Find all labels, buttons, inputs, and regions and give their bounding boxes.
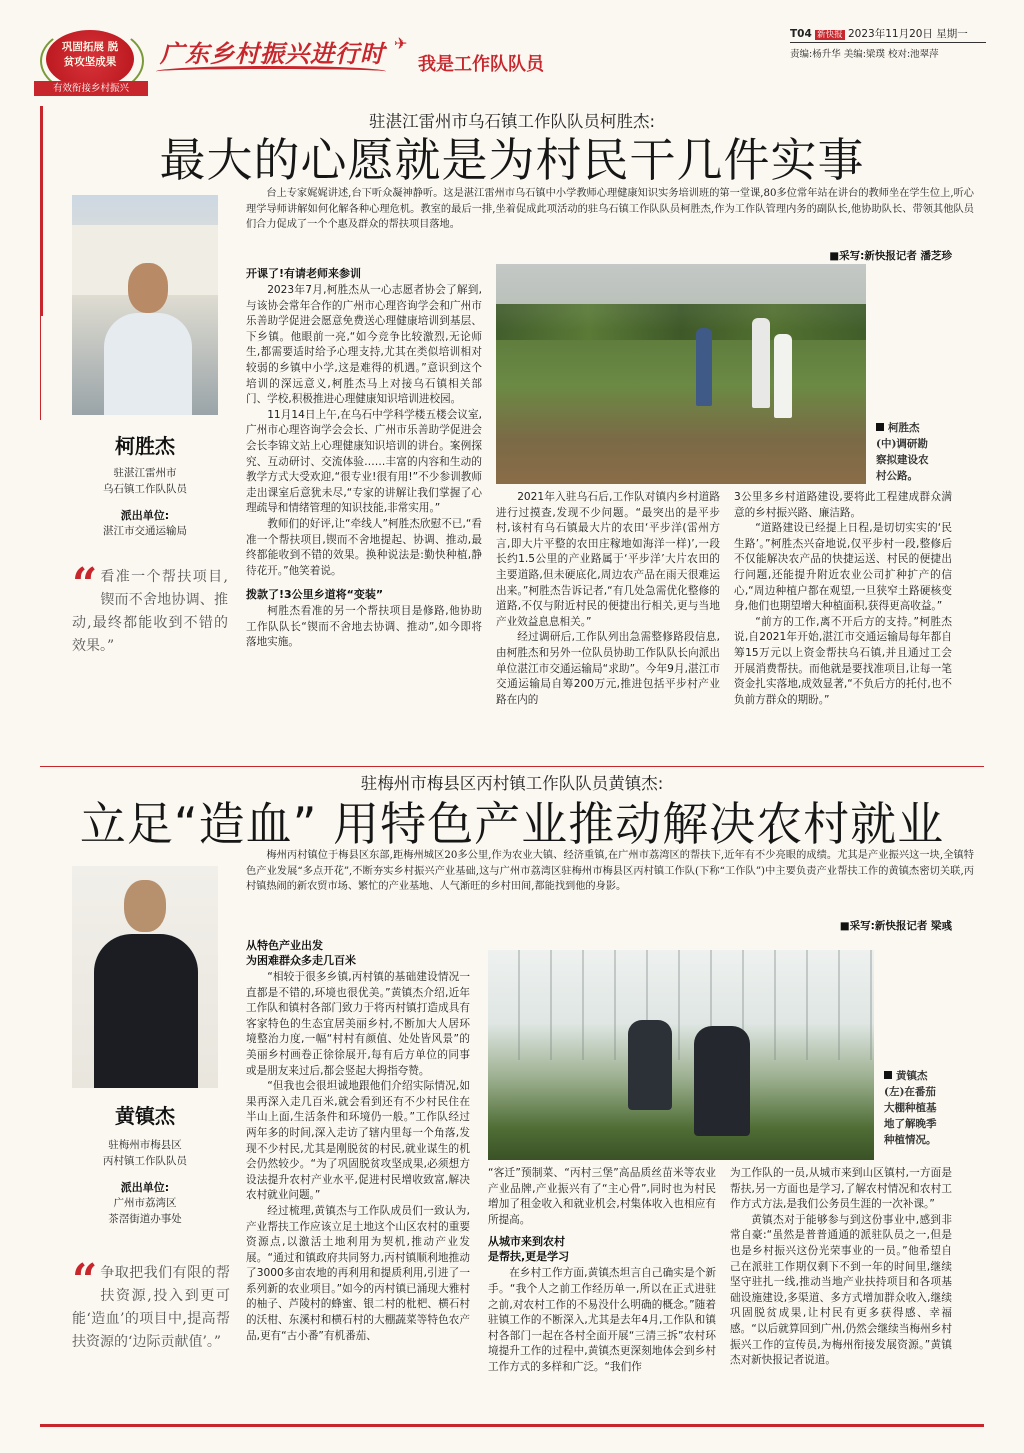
paragraph: 经过调研后,工作队列出急需整修路段信息,由柯胜杰和另外一位队员协助工作队队长向派出单位湛江市交通运输局“求助”。今年9月,湛江市交通运输局自筹200万元,推进包括平步村产业路在内的 bbox=[496, 631, 720, 706]
caption-square-icon bbox=[876, 423, 884, 431]
person2-unit-label: 派出单位: bbox=[120, 1181, 170, 1194]
column-title: 我是工作队队员 bbox=[418, 54, 544, 75]
quote-mark-icon: “ bbox=[72, 559, 98, 610]
person2-role1: 驻梅州市梅县区 bbox=[108, 1139, 182, 1151]
figure-left bbox=[696, 328, 712, 406]
figure-mid bbox=[752, 318, 770, 408]
story2-col2 bbox=[488, 1166, 716, 1376]
story2-kicker: 驻梅州市梅县区丙村镇工作队队员黄镇杰: bbox=[360, 774, 664, 793]
caption-square-icon bbox=[884, 1071, 892, 1079]
person-body bbox=[104, 313, 192, 415]
greenhouse-frame bbox=[488, 950, 874, 1060]
person1-photo bbox=[72, 195, 218, 415]
person2-quote: “ 争取把我们有限的帮扶资源,投入到更可能‘造血’的项目中,提高帮扶资源的‘边际贡献值’。” bbox=[72, 1255, 230, 1350]
person1-quote: “ 看准一个帮扶项目,锲而不舍地协调、推动,最终都能收到不错的效果。” bbox=[72, 559, 228, 654]
person1-unit-label: 派出单位: bbox=[120, 509, 170, 522]
story2-sub2b: 是帮扶,更是学习 bbox=[488, 1250, 570, 1264]
left-rule-thin bbox=[40, 316, 41, 420]
person1-unit: 湛江市交通运输局 bbox=[103, 525, 187, 537]
bottom-rule bbox=[40, 1424, 984, 1427]
story2-photo-caption: 黄镇杰(左)在番茄大棚种植基地了解晚季种植情况。 bbox=[884, 1070, 937, 1146]
figure-right bbox=[774, 334, 792, 418]
story2-col3 bbox=[730, 1166, 952, 1369]
paragraph: “但我也会很坦诚地跟他们介绍实际情况,如果再深入走几百米,就会看到还有不少村民住在半山上面,生活条件和环境仍一般。”工作队经过两年多的时间,深入走访了辖内里每一个角落,发现不少村民,尤其是刚脱贫的村民,就业谋生的机会仍然较少。“为了巩固脱贫攻坚成果,必须想方设法提升农村产业水平,促进村民增收致富,解决农村就业问题。” bbox=[246, 1080, 470, 1202]
paragraph: 经过梳理,黄镇杰与工作队成员们一致认为,产业帮扶工作应该立足土地这个山区农村的重要资源点,以激活土地利用为契机,推动产业发展。“通过和镇政府共同努力,丙村镇顺利地推动了3000多亩农地的再利用和提质利用,引进了一系列新的农业项目。”如今的丙村镇已涌现大雅村的柚子、芦陵村的蜂蜜、银二村的枇杷、横石村的沃柑、东溪村和横石村的大棚蔬菜等特色农产品,更有“古小番”有机番茄、 bbox=[246, 1204, 470, 1342]
person2-photo bbox=[72, 866, 218, 1088]
story2-headline: 立足“造血” 用特色产业推动解决农村就业 bbox=[79, 797, 945, 851]
tree-line bbox=[496, 304, 866, 340]
story2-col1 bbox=[246, 938, 470, 1344]
paragraph: 教师们的好评,让“牵线人”柯胜杰欣慰不已,“看准一个帮扶项目,锲而不舍地提起、协调、推动,最终都能收到不错的效果。换种说法是:勤快种植,静待花开。”他笑着说。 bbox=[246, 517, 482, 577]
person2-unit1: 广州市荔湾区 bbox=[113, 1197, 177, 1209]
paragraph: 黄镇杰对于能够参与到这份事业中,感到非常自豪:“虽然是普普通通的派驻队员之一,但是也是乡村振兴这份光荣事业的一员。”他希望自己在派驻工作期仅剩下不到一年的时间里,继续坚守驻扎一线,推动当地产业扶持项目和各项基础设施建设,多渠道、多方式增加群众收入,继续巩固脱贫成果,让村民有更多获得感、幸福感。“以后就算回到广州,仍然会继续当梅州乡村振兴工作的宣传员,为梅州衔接发展资源。”黄镇杰对新快报记者说道。 bbox=[730, 1213, 952, 1367]
masthead bbox=[0, 0, 1024, 100]
paragraph: “道路建设已经提上日程,是切切实实的‘民生路’。”柯胜杰兴奋地说,仅平步村一段,整修后不仅能解决农产品的快捷运送、村民的便捷出行问题,还能提升附近农业公司扩种扩产的信心,“周边种植户都在观望,一旦狭窄土路硬核变身,他们也期望增大种植面积,获得更高收益。” bbox=[734, 522, 952, 613]
figure-right bbox=[694, 1026, 750, 1136]
story1-photo bbox=[496, 264, 866, 484]
paragraph: 为工作队的一员,从城市来到山区镇村,一方面是帮扶,另一方面也是学习,了解农村情况和农村工作方式方法,是我们公务员生涯的一次补课。” bbox=[730, 1167, 952, 1211]
paragraph: 在乡村工作方面,黄镇杰坦言自己确实是个新手。“我个人之前工作经历单一,所以在正式进驻之前,对农村工作的不易没什么明确的概念。”随着驻镇工作的不断深入,尤其是去年4月,工作队和镇村各部门一起在各村全面开展“三清三拆”农村环境提升工作的过程中,黄镇杰更深刻地体会到乡村工作方式的多样和广泛。“我们作 bbox=[488, 1267, 716, 1373]
paragraph: “相较于很多乡镇,丙村镇的基础建设情况一直都是不错的,环境也很优美。”黄镇杰介绍,近年工作队和镇村各部门致力于将丙村镇打造成具有客家特色的生态宜居美丽乡村,不断加大人居环境整治力度,一幅“村村有颜值、处处皆风景”的美丽乡村画卷正徐徐展开,每有后方单位的同事或是朋友来过后,都会竖起大拇指夸赞。 bbox=[246, 971, 470, 1077]
story1-col3 bbox=[734, 490, 952, 708]
person-head bbox=[124, 880, 166, 932]
person1-card bbox=[72, 430, 218, 539]
story1-byline: ■采写:新快报记者 潘芝珍 bbox=[829, 250, 952, 262]
story1-photo-caption: 柯胜杰(中)调研勘察拟建设农村公路。 bbox=[876, 422, 929, 482]
paragraph: 3公里多乡村道路建设,要将此工程建成群众满意的乡村振兴路、廉洁路。 bbox=[734, 491, 952, 519]
paragraph: 柯胜杰看准的另一个帮扶项目是修路,他协助工作队队长“锲而不舍地去协调、推动”,如今即将落地实施。 bbox=[246, 605, 482, 649]
story1-intro: 台上专家娓娓讲述,台下听众凝神静听。这是湛江雷州市乌石镇中小学教师心理健康知识实务培训班的第一堂课,80多位常年站在讲台的教师坐在学生位上,听心理学导师讲解如何化解各种心理危机。教室的最后一排,坐着促成此项活动的驻乌石镇工作队队员柯胜杰,作为工作队管理内务的副队长,他协助队长、带领其他队员们合力促成了一个个惠及群众的帮扶项目落地。 bbox=[246, 188, 974, 231]
left-rule bbox=[40, 106, 43, 316]
issue-date: 2023年11月20日 星期一 bbox=[847, 28, 968, 40]
person1-role2: 乌石镇工作队队员 bbox=[103, 483, 187, 495]
page-badge: 新快报 bbox=[817, 30, 843, 40]
story1-headline: 最大的心愿就是为村民干几件实事 bbox=[159, 133, 865, 187]
story2-photo bbox=[488, 950, 874, 1160]
figure-left bbox=[628, 1020, 672, 1110]
story2-sub1b: 为困难群众多走几百米 bbox=[246, 954, 356, 967]
person2-name: 黄镇杰 bbox=[115, 1104, 175, 1128]
story1-col1 bbox=[246, 262, 482, 651]
story2-sub1a: 从特色产业出发 bbox=[246, 939, 323, 952]
story1-sub1: 开课了!有请老师来参训 bbox=[246, 267, 362, 280]
story2-byline: ■采写:新快报记者 梁彧 bbox=[839, 920, 952, 932]
story2-intro: 梅州丙村镇位于梅县区东部,距梅州城区20多公里,作为农业大镇、经济重镇,在广州市荔湾区的帮扶下,近年有不少亮眼的成绩。尤其是产业振兴这一块,全镇特色产业发展“多点开花”,不断夯实乡村振兴产业基础,这与广州市荔湾区驻梅州市梅县区丙村镇工作队(下称“工作队”)中主要负责产业帮扶工作的黄镇杰密切关联,丙村镇热闹的新农贸市场、繁忙的产业基地、人气渐旺的乡村田间,都能找到他的身影。 bbox=[246, 850, 974, 893]
seal-sub: 有效衔接乡村振兴 bbox=[34, 81, 148, 96]
story1-kicker: 驻湛江雷州市乌石镇工作队队员柯胜杰: bbox=[368, 112, 656, 131]
paragraph: 2023年7月,柯胜杰从一心志愿者协会了解到,与该协会常年合作的广州市心理咨询学会和广州市乐善助学促进会愿意免费送心理健康培训到基层、下乡镇。他眼前一亮,“如今竞争比较激烈,无论师生,都需要适时给予心理支持,尤其在类似培训相对较弱的乡镇中小学,这是难得的机遇。”意识到这个培训的深远意义,柯胜杰马上对接乌石镇相关部门、学校,积极推进心理健康知识培训进校园。 bbox=[246, 284, 482, 406]
story2-sub2a: 从城市来到农村 bbox=[488, 1235, 565, 1249]
section-divider bbox=[40, 766, 984, 767]
swoosh-icon bbox=[156, 66, 386, 77]
person2-role2: 丙村镇工作队队员 bbox=[103, 1155, 187, 1167]
series-title: 广东乡村振兴进行时 bbox=[160, 39, 385, 68]
paragraph: “客迁”预制菜、“丙村三堡”高品质丝苗米等农业产业品牌,产业振兴有了“主心骨”,同时也为村民增加了租金收入和就业机会,村集体收入也相应有所提高。 bbox=[488, 1167, 716, 1226]
person1-name: 柯胜杰 bbox=[115, 434, 175, 458]
person-head bbox=[128, 263, 168, 313]
paragraph: 11月14日上午,在乌石中学科学楼五楼会议室,广州市心理咨询学会会长、广州市乐善助学促进会会长李锦文站上心理健康知识培训的讲台。案例探究、互动研讨、交流体验……丰富的内容和生动的教学方式大受欢迎,“很专业!很有用!”不少参训教师走出课室后意犹未尽,“专家的讲解让我们掌握了心理疏导和情绪管理的知识技能,非常实用。” bbox=[246, 408, 482, 515]
paragraph: “前方的工作,离不开后方的支持。”柯胜杰说,自2021年开始,湛江市交通运输局每年都自筹15万元以上资金帮扶乌石镇,并且通过工会开展消费帮扶。而他就是要找准项目,让每一笔资金扎实落地,成效显著,“不负后方的托付,也不负前方群众的期盼。” bbox=[734, 615, 952, 706]
bird-icon: ✈ bbox=[394, 34, 408, 53]
person2-card bbox=[72, 1100, 218, 1227]
page-code: T04 bbox=[790, 28, 812, 40]
seal-text: 巩固拓展 脱贫攻坚成果 bbox=[61, 41, 119, 68]
person2-unit2: 茶滘街道办事处 bbox=[108, 1213, 182, 1225]
page-info bbox=[790, 26, 986, 41]
editors: 责编:杨升华 美编:梁璞 校对:池翠萍 bbox=[790, 49, 939, 60]
paragraph: 2021年入驻乌石后,工作队对镇内乡村道路进行过摸查,发现不少问题。“最突出的是平步村,该村有乌石镇最大片的农田‘平步洋(雷州方言,即大片平整的农田庄稼地如海洋一样)’,一段长约1.5公里的产业路属于‘平步洋’大片农田的主要道路,但未硬底化,周边农产品在雨天很难运出来。”柯胜杰告诉记者,“有几处急需优化整修的道路,不仅与附近村民的便捷出行相关,更与当地产业效益息息相关。” bbox=[496, 491, 720, 628]
person-body bbox=[94, 934, 198, 1088]
person1-role1: 驻湛江雷州市 bbox=[113, 467, 177, 479]
story1-col2 bbox=[496, 490, 720, 708]
quote-mark-icon: “ bbox=[72, 1255, 98, 1306]
story1-sub2: 拨款了!3公里乡道将“变装” bbox=[246, 588, 384, 602]
header-rule bbox=[790, 42, 986, 43]
